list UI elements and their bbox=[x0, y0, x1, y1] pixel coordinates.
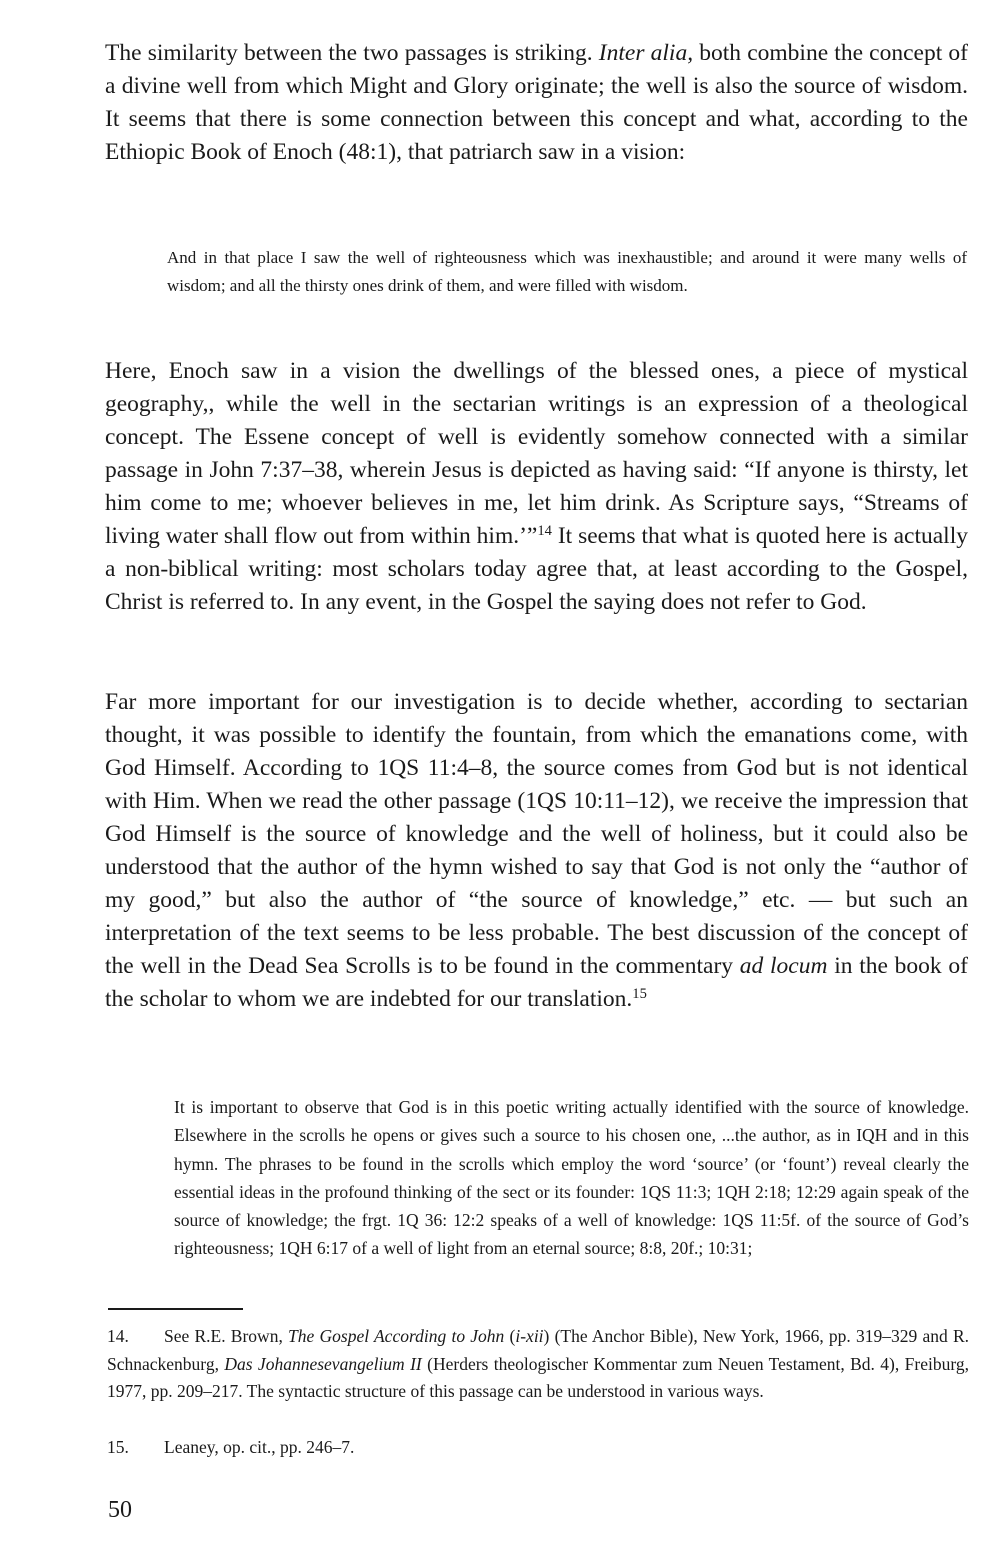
italic-title: Das Johannesevangelium II bbox=[224, 1353, 422, 1374]
footnote-text: Leaney, op. cit., pp. 246–7. bbox=[164, 1437, 355, 1457]
footnote-number: 14. bbox=[107, 1326, 129, 1346]
paragraph-text: both combine the concept of a divine well from which Might and Glory originate; the well is also the source of wisdom. It seems that there is some connection between this concept and what, according to the Ethiopic Book of Enoch (48:1), that patriarch saw in a vision: bbox=[105, 40, 968, 165]
paragraph-text: in the book of the scholar to whom we are indebted for our translation. bbox=[105, 953, 968, 1012]
paragraph-text: Far more important for our investigation is to decide whether, according to sectarian thought, it was possible to identify the fountain, from which the emanations come, with God Himself. According to 1QS 11:4–8, the source comes from God but is not identical with Him. When we read the other passage (1QS 10:11–12), we receive the impression that God Himself is the source of knowledge and the well of holiness, but it could also be understood that the author of the hymn wished to say that God is not only the “author of my good,” but also the author of “the source of knowledge,” etc. — but such an interpretation of the text seems to be less probable. The best discussion of the concept of the well in the Dead Sea Scrolls is to be found in the commentary bbox=[105, 689, 968, 979]
footnote-15 bbox=[107, 1434, 969, 1462]
paragraph-fountain bbox=[105, 686, 968, 1016]
footnote-text: See R.E. Brown, bbox=[164, 1326, 289, 1346]
paragraph-enoch-vision bbox=[105, 355, 968, 619]
commentary-block-quote: It is important to observe that God is in this poetic writing actually identified with the source of knowledge. Elsewhere in the scrolls he opens or gives such a source to his chosen one, ...the author, as in IQH and in this hymn. The phrases to be found in the scrolls which employ the word ‘source’ (or ‘fount’) reveal clearly the essential ideas in the profound thinking of the sect or its founder: 1QS 11:3; 1QH 2:18; 12:29 again speak of the source of knowledge; the frgt. 1Q 36: 12:2 speaks of a well of knowledge: 1QS 11:5f. of the source of God’s righteousness; 1QH 6:17 of a well of light from an eternal source; 8:8, 20f.; 10:31; bbox=[174, 1097, 969, 1259]
italic-phrase: ad locum bbox=[739, 953, 828, 979]
footnote-14 bbox=[107, 1323, 969, 1406]
enoch-block-quote: And in that place I saw the well of righteousness which was inexhaustible; and around it were many wells of wisdom; and all the thirsty ones drink of them, and were filled with wisdom. bbox=[167, 248, 967, 295]
page-number: 50 bbox=[108, 1497, 132, 1523]
italic-title: The Gospel According to John bbox=[288, 1326, 505, 1346]
footnote-reference: 15 bbox=[632, 986, 647, 1002]
paragraph-text: It seems that what is quoted here is actually a non-biblical writing: most scholars today agree that, at least according to the Gospel, Christ is referred to. In any event, in the Gospel the saying does not refer to God. bbox=[105, 523, 968, 615]
footnote-text: (Herders theologischer Kommentar zum Neuen Testament, Bd. 4), Freiburg, 1977, pp. 209–217. The syntactic structure of this passage can be understood in various ways. bbox=[107, 1353, 969, 1401]
paragraph-text: Here, Enoch saw in a vision the dwellings of the blessed ones, a piece of mystical geography,, while the well in the sectarian writings is an expression of a theological concept. The Essene concept of well is evidently somehow connected with a similar passage in John 7:37–38, wherein Jesus is depicted as having said: “If anyone is thirsty, let him come to me; whoever believes in me, let him drink. As Scripture says, “Streams of living water shall flow out from within him.’” bbox=[105, 358, 968, 549]
paragraph-similarity bbox=[105, 37, 968, 169]
footnote-text: ( bbox=[504, 1326, 516, 1346]
footnote-number: 15. bbox=[107, 1437, 129, 1457]
footnote-divider bbox=[108, 1308, 243, 1310]
italic-range: i-xii bbox=[515, 1326, 544, 1346]
italic-phrase: Inter alia, bbox=[598, 40, 694, 66]
paragraph-text: The similarity between the two passages is striking. bbox=[105, 40, 599, 66]
footnote-reference: 14 bbox=[537, 523, 552, 539]
footnote-text: ) (The Anchor Bible), New York, 1966, pp. 319–329 and R. Schnackenburg, bbox=[107, 1326, 970, 1374]
